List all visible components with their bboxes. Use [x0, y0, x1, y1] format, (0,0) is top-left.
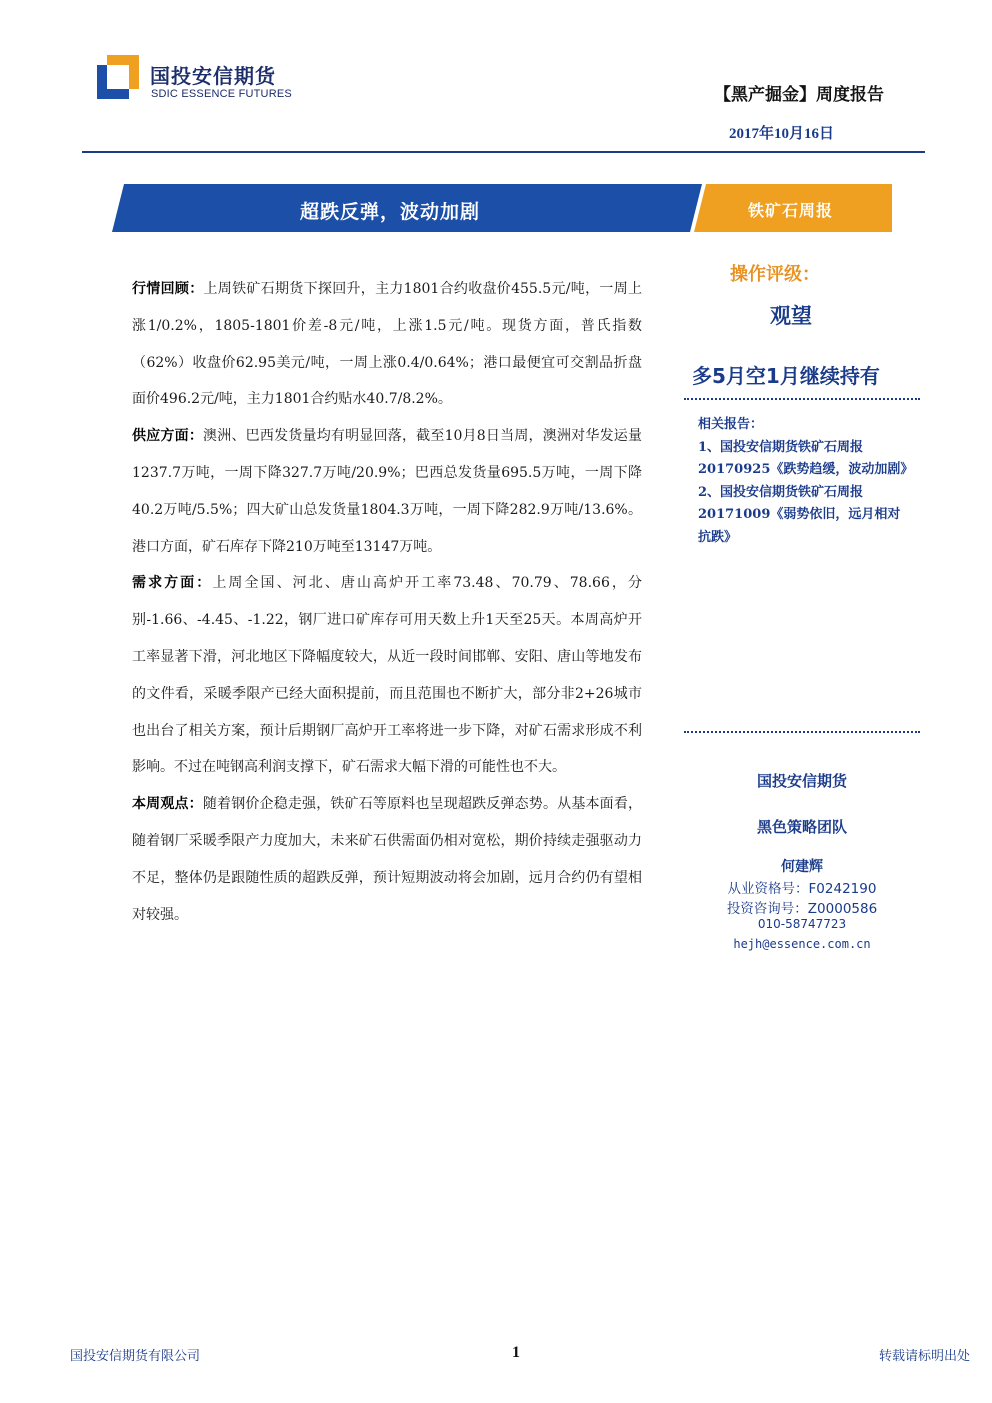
related-reports-title: 相关报告：: [698, 417, 764, 432]
analyst-email: hejh@essence.com.cn: [733, 937, 871, 951]
company-logo-icon: [97, 55, 139, 99]
rating-label: 操作评级：: [730, 264, 820, 285]
paragraph-label: 需求方面：: [132, 575, 213, 592]
paragraph-text: 上周铁矿石期货下探回升，主力1801合约收盘价455.5元/吨，一周上涨1/0.2%，1805-1801价差-8元/吨，上涨1.5元/吨。现货方面，普氏指数（62%）收盘价62.95美元/吨，一周上涨0.4/0.64%；港口最便宜可交割品折盘面价496.2元/吨，主力1801合约贴水40.7/8.2%。: [132, 281, 642, 408]
paragraph-label: 行情回顾：: [132, 281, 204, 297]
page-number: 1: [512, 1344, 520, 1361]
analyst-consult-number: 投资咨询号：Z0000586: [726, 901, 878, 917]
report-title: 超跌反弹，波动加剧: [300, 201, 481, 223]
category-tag: 铁矿石周报: [748, 201, 834, 220]
paragraph-outlook: [132, 786, 642, 933]
footer-notice: 转载请标明出处: [878, 1349, 970, 1364]
team-name: 黑色策略团队: [756, 818, 847, 836]
paragraph-label: 本周观点：: [132, 796, 203, 813]
analyst-name: 何建辉: [781, 859, 823, 875]
related-report-item: 1、国投安信期货铁矿石周报20170925《跌势趋缓，波动加剧》: [698, 439, 914, 478]
report-type: 【黑产掘金】周度报告: [714, 85, 884, 105]
related-report-item: 2、国投安信期货铁矿石周报20171009《弱势依旧，远月相对抗跌》: [698, 484, 901, 545]
analyst-qualification: 从业资格号：F0242190: [727, 881, 877, 897]
sidebar-divider: [684, 398, 920, 400]
company-name-en: SDIC ESSENCE FUTURES: [151, 88, 292, 100]
header-divider: [82, 151, 925, 153]
paragraph-demand: [132, 565, 642, 786]
paragraph-text: 上周全国、河北、唐山高炉开工率73.48、70.79、78.66，分别-1.66、-4.45、-1.22，钢厂进口矿库存可用天数上升1天至25天。本周高炉开工率显著下滑，河北地区下降幅度较大，从近一段时间邯郸、安阳、唐山等地发布的文件看，采暖季限产已经大面积提前，而且范围也不断扩大，部分非2+26城市也出台了相关方案，预计后期钢厂高炉开工率将进一步下降，对矿石需求形成不利影响。不过在吨钢高利润支撑下，矿石需求大幅下滑的可能性也不大。: [132, 575, 642, 776]
sidebar-divider: [684, 731, 920, 733]
analyst-phone: 010-58747723: [757, 917, 847, 931]
company-name-cn: 国投安信期货: [150, 64, 276, 88]
related-reports: [698, 414, 914, 550]
report-body: [132, 271, 642, 933]
rating-value: 观望: [770, 304, 812, 328]
paragraph-text: 随着钢价企稳走强，铁矿石等原料也呈现超跌反弹态势。从基本面看，随着钢厂采暖季限产力度加大，未来矿石供需面仍相对宽松，期价持续走强驱动力不足，整体仍是跟随性质的超跌反弹，预计短期波动将会加剧，远月合约仍有望相对较强。: [132, 796, 643, 923]
paragraph-label: 供应方面：: [132, 428, 204, 445]
footer-company: 国投安信期货有限公司: [70, 1349, 201, 1364]
paragraph-supply: [132, 418, 642, 565]
report-date: 2017年10月16日: [728, 126, 834, 142]
paragraph-text: 澳洲、巴西发货量均有明显回落，截至10月8日当周，澳洲对华发运量1237.7万吨，一周下降327.7万吨/20.9%；巴西总发货量695.5万吨，一周下降40.2万吨/5.5%；四大矿山总发货量1804.3万吨，一周下降282.9万吨/13.6%。港口方面，矿石库存下降210万吨至13147万吨。: [132, 428, 642, 555]
strategy-text: 多5月空1月继续持有: [692, 364, 880, 388]
paragraph-market-review: [132, 271, 642, 418]
team-company: 国投安信期货: [756, 772, 847, 790]
